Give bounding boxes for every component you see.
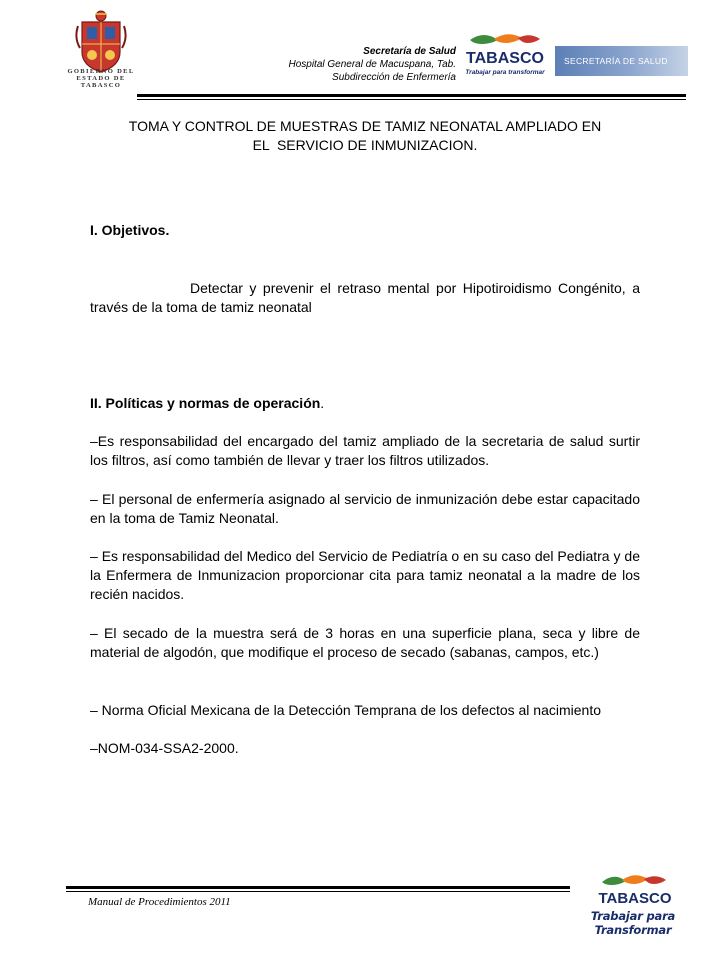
crest-caption-line: GOBIERNO DEL [67,68,135,75]
footer-rule-thin [66,891,570,892]
policy-item: – El secado de la muestra será de 3 horas en una superficie plana, seca y libre de material de algodón, que modifique el proceso de secado (sabanas, campos, etc.) [90,625,640,660]
footer-rule [66,886,570,889]
objectives-text: Detectar y prevenir el retraso mental por Hipotiroidismo Congénito, a través de la toma de tamiz neonatal [90,280,640,315]
subdireccion-label: Subdirección de Enfermería [332,72,456,83]
policies-heading-suffix: . [320,395,325,411]
manual-label: Manual de Procedimientos 2011 [88,896,231,908]
header-rule [137,94,686,97]
crest-caption [62,68,140,89]
banner-label: SECRETARÍA DE SALUD [564,56,668,66]
document-title [80,117,650,155]
policy-item: – Es responsabilidad del Medico del Servicio de Pediatría o en su caso del Pediatra y de la Enfermera de Inmunizacion proporcionar cita para tamiz neonatal a la madre de los recién nacidos. [90,548,640,602]
tabasco-logo [464,30,546,80]
tabasco-wordmark: TABASCO [466,50,544,67]
policies-heading-text: II. Políticas y normas de operación [90,395,321,411]
secretaria-label: Secretaría de Salud [363,46,456,57]
policy-item: –NOM-034-SSA2-2000. [90,740,239,756]
title-line: EL SERVICIO DE INMUNIZACION. [252,137,478,153]
institution-header [232,45,456,84]
tabasco-tagline: Trabajar para transformar [465,69,545,76]
policy-item: – Norma Oficial Mexicana de la Detección Temprana de los defectos al nacimiento [90,702,601,718]
hospital-label: Hospital General de Macuspana, Tab. [288,59,456,70]
policy-item: –Es responsabilidad del encargado del tamiz ampliado de la secretaria de salud surtir los filtros, así como también de llevar y traer los filtros utilizados. [90,433,640,468]
footer-tabasco-wordmark: TABASCO [598,890,672,907]
secretaria-salud-banner [555,46,688,76]
footer-tagline: Trabajar para Transformar [590,909,676,937]
header-rule-thin [137,99,686,100]
crest-caption-line: TABASCO [80,82,122,89]
policies-heading [90,395,640,411]
objectives-heading: I. Objetivos. [90,222,170,238]
policy-item: – El personal de enfermería asignado al servicio de inmunización debe estar capacitado en la toma de Tamiz Neonatal. [90,491,640,526]
title-line: TOMA Y CONTROL DE MUESTRAS DE TAMIZ NEONATAL AMPLIADO EN [128,118,602,134]
crest-caption-line: ESTADO DE [76,75,126,82]
